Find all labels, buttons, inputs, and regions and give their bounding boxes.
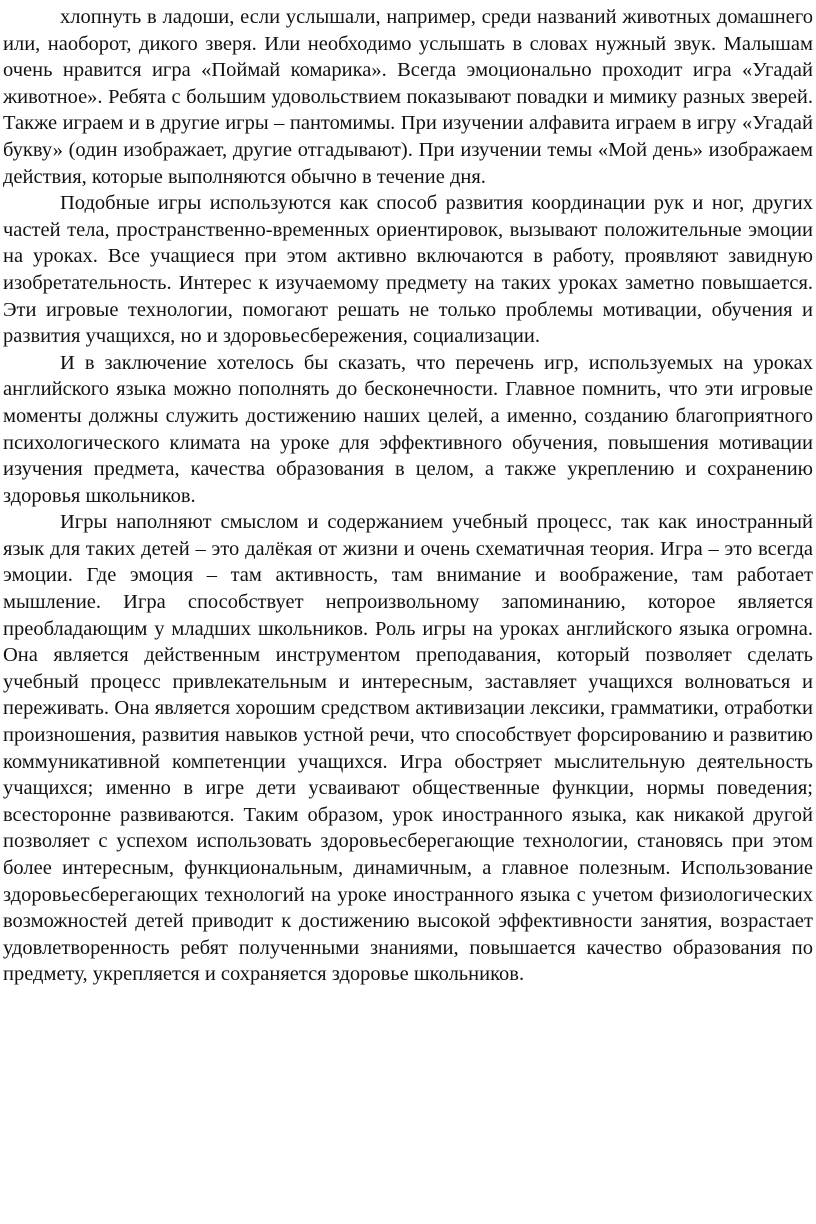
- paragraph-conclusion: И в заключение хотелось бы сказать, что перечень игр, используемых на уроках английского языка можно пополнять до бесконечности. Главное помнить, что эти игровые моменты должны служить достижению наших целей, а именно, созданию благоприятного психологического климата на уроке для эффективного обучения, повышения мотивации изучения предмета, качества образования в целом, а также укреплению и сохранению здоровья школьников.: [3, 351, 813, 507]
- paragraph-role-of-games: Игры наполняют смыслом и содержанием учебный процесс, так как иностранный язык для таких детей – это далёкая от жизни и очень схематичная теория. Игра – это всегда эмоции. Где эмоция – там активность, там внимание и воображение, там работает мышление. Игра способствует непроизвольному запоминанию, которое является преобладающим у младших школьников. Роль игры на уроках английского языка огромна. Она является действенным инструментом преподавания, который позволяет сделать учебный процесс привлекательным и интересным, заставляет учащихся волноваться и переживать. Она является хорошим средством активизации лексики, грамматики, отработки произношения, развития навыков устной речи, что способствует форсированию и развитию коммуникативной компетенции учащихся. Игра обостряет мыслительную деятельность учащихся; именно в игре дети усваивают общественные функции, нормы поведения; всесторонне развиваются. Таким образом, урок иностранного языка, как никакой другой позволяет с успехом использовать здоровьесберегающие технологии, становясь при этом более интересным, функциональным, динамичным, а главное полезным. Использование здоровьесберегающих технологий на уроке иностранного языка с учетом физиологических возможностей детей приводит к достижению высокой эффективности занятия, возрастает удовлетворенность ребят полученными знаниями, повышается качество образования по предмету, укрепляется и сохраняется здоровье школьников.: [3, 511, 813, 986]
- paragraph-games-examples: хлопнуть в ладоши, если услышали, например, среди названий животных домашнего или, наоборот, дикого зверя. Или необходимо услышать в словах нужный звук. Малышам очень нравится игра «Поймай комарика». Всегда эмоционально проходит игра «Угадай животное». Ребята с большим удовольствием показывают повадки и мимику разных зверей. Также играем и в другие игры – пантомимы. При изучении алфавита играем в игру «Угадай букву» (один изображает, другие отгадывают). При изучении темы «Мой день» изображаем действия, которые выполняются обычно в течение дня.: [3, 6, 813, 188]
- paragraph-coordination: Подобные игры используются как способ развития координации рук и ног, других частей тела, пространственно-временных ориентировок, вызывают положительные эмоции на уроках. Все учащиеся при этом активно включаются в работу, проявляют завидную изобретательность. Интерес к изучаемому предмету на таких уроках заметно повышается. Эти игровые технологии, помогают решать не только проблемы мотивации, обучения и развития учащихся, но и здоровьесбережения, социализации.: [3, 192, 813, 348]
